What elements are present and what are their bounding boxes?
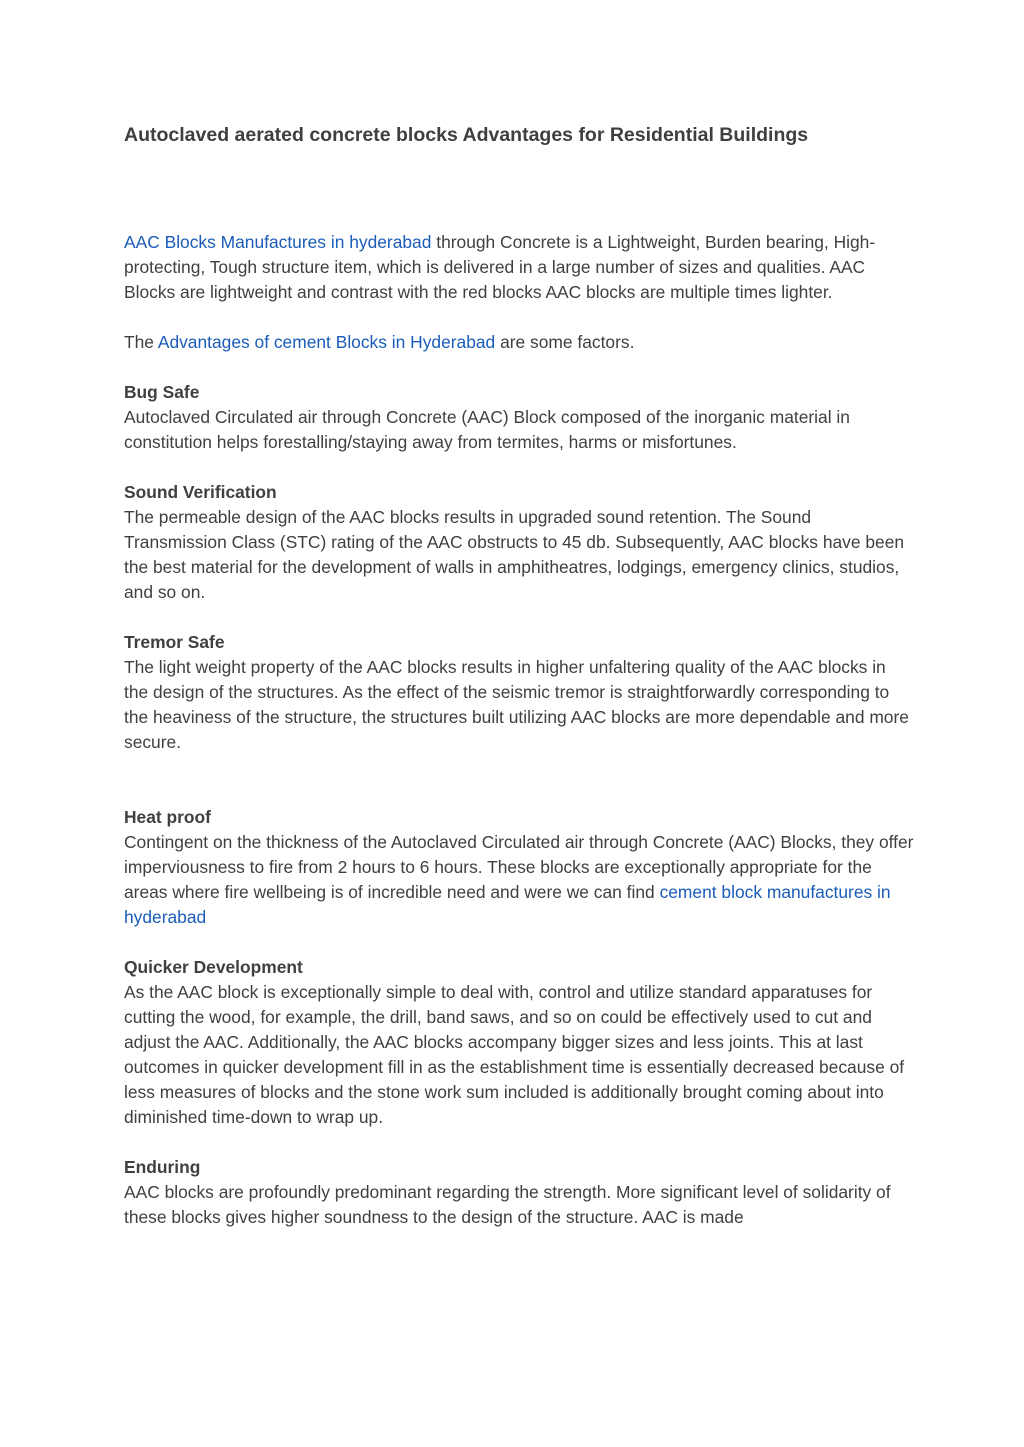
section-heading: Sound Verification <box>124 482 277 502</box>
document-body <box>124 230 914 1255</box>
section-text: Contingent on the thickness of the Autoclaved Circulated air through Concrete (AAC) Blocks, they offer imperviousness to fire from 2 hours to 6 hours. These blocks are exceptionally appropriate for the areas where fire wellbeing is of incredible need and were we can find <box>124 832 914 902</box>
section-heading: Enduring <box>124 1157 201 1177</box>
section-sound-verification <box>124 480 914 605</box>
section-text: The permeable design of the AAC blocks results in upgraded sound retention. The Sound Transmission Class (STC) rating of the AAC obstructs to 45 db. Subsequently, AAC blocks have been the best material for the development of walls in amphitheatres, lodgings, emergency clinics, studios, and so on. <box>124 507 905 602</box>
intro-paragraph <box>124 230 914 305</box>
section-heading: Heat proof <box>124 807 211 827</box>
section-text: AAC blocks are profoundly predominant regarding the strength. More significant level of solidarity of these blocks gives higher soundness to the design of the structure. AAC is made <box>124 1182 891 1227</box>
document-title: Autoclaved aerated concrete blocks Advantages for Residential Buildings <box>124 124 809 146</box>
section-quicker-development <box>124 955 914 1130</box>
section-heading: Tremor Safe <box>124 632 225 652</box>
section-text: The light weight property of the AAC blocks results in higher unfaltering quality of the AAC blocks in the design of the structures. As the effect of the seismic tremor is straightforwardly corresponding to the heaviness of the structure, the structures built utilizing AAC blocks are more dependable and more secure. <box>124 657 909 752</box>
section-text: As the AAC block is exceptionally simple to deal with, control and utilize standard apparatuses for cutting the wood, for example, the drill, band saws, and so on could be effectively used to cut and adjust the AAC. Additionally, the AAC blocks accompany bigger sizes and less joints. This at last outcomes in quicker development fill in as the establishment time is essentially decreased because of less measures of blocks and the stone work sum included is additionally brought coming about into diminished time-down to wrap up. <box>124 982 905 1127</box>
cement-block-manufactures-link[interactable]: cement block manufactures in hyderabad <box>124 882 891 927</box>
section-tremor-safe <box>124 630 914 755</box>
section-bug-safe <box>124 380 914 455</box>
document-page <box>124 0 914 1447</box>
section-text: Autoclaved Circulated air through Concrete (AAC) Block composed of the inorganic material in constitution helps forestalling/staying away from termites, harms or misfortunes. <box>124 407 850 452</box>
advantages-paragraph <box>124 330 914 355</box>
advantages-suffix: are some factors. <box>495 332 635 352</box>
intro-text: through Concrete is a Lightweight, Burden bearing, High-protecting, Tough structure item, which is delivered in a large number of sizes and qualities. AAC Blocks are lightweight and contrast with the red blocks AAC blocks are multiple times lighter. <box>124 232 876 302</box>
advantages-prefix: The <box>124 332 158 352</box>
section-enduring <box>124 1155 914 1230</box>
section-heat-proof <box>124 805 914 930</box>
section-heading: Quicker Development <box>124 957 303 977</box>
blank-line <box>124 780 914 805</box>
section-heading: Bug Safe <box>124 382 200 402</box>
aac-manufactures-link[interactable]: AAC Blocks Manufactures in hyderabad <box>124 232 437 252</box>
advantages-link[interactable]: Advantages of cement Blocks in Hyderabad <box>157 332 496 352</box>
